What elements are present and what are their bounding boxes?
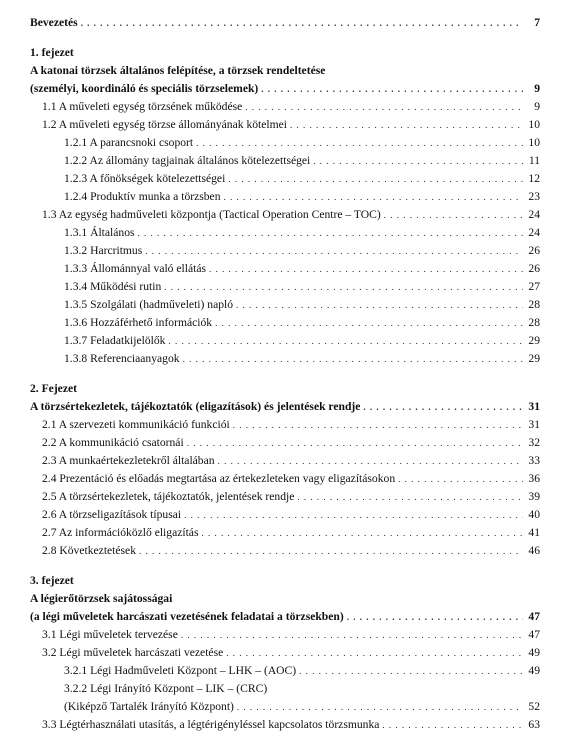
toc-page-number: 7 xyxy=(534,16,540,29)
leader-dots xyxy=(384,206,523,224)
toc-entry-title: 1.3.5 Szolgálati (hadműveleti) napló xyxy=(64,298,234,311)
toc-entry xyxy=(42,452,540,470)
toc-page-number: 47 xyxy=(528,610,540,623)
leader-dots xyxy=(398,470,523,488)
toc-entry xyxy=(42,116,540,134)
toc-entry-title: 1.3.2 Harcritmus xyxy=(64,244,143,257)
toc-entry xyxy=(42,644,540,662)
leader-dots xyxy=(209,260,523,278)
toc-page-number: 11 xyxy=(528,154,540,167)
toc-entry xyxy=(64,332,540,350)
leader-dots xyxy=(218,452,523,470)
toc-entry-title: 1.3.1 Általános xyxy=(64,226,135,239)
toc-entry-title: 2.1 A szervezeti kommunikáció funkciói xyxy=(42,418,230,431)
toc-entry-title: 1.1 A műveleti egység törzsének működése xyxy=(42,100,243,113)
toc-page-number: 29 xyxy=(528,352,540,365)
toc-entry-intro xyxy=(30,14,540,32)
toc-entry-title: 1.2.2 Az állomány tagjainak általános kötelezettségei xyxy=(64,154,311,167)
toc-page-number: 24 xyxy=(528,208,540,221)
toc-entry xyxy=(64,170,540,188)
chapter-title-row xyxy=(30,398,540,416)
leader-dots xyxy=(299,662,523,680)
leader-dots xyxy=(347,608,523,626)
toc-entry xyxy=(64,188,540,206)
toc-page-number: 31 xyxy=(528,418,540,431)
toc-entry-title: 2.5 A törzsértekezletek, tájékoztatók, jelentések rendje xyxy=(42,490,295,503)
chapter-heading: 1. fejezet xyxy=(30,46,74,59)
toc-page-number: 28 xyxy=(528,316,540,329)
toc-page-number: 9 xyxy=(534,82,540,95)
leader-dots xyxy=(313,152,523,170)
toc-entry xyxy=(64,242,540,260)
toc-page-number: 46 xyxy=(528,544,540,557)
toc-page-number: 32 xyxy=(528,436,540,449)
leader-dots xyxy=(297,488,523,506)
toc-entry-title: 3.3 Légtérhasználati utasítás, a légtérigényléssel kapcsolatos törzsmunka xyxy=(42,718,380,731)
toc-page-number: 63 xyxy=(528,718,540,731)
leader-dots xyxy=(138,224,523,242)
toc-entry-title: 2.2 A kommunikáció csatornái xyxy=(42,436,184,449)
toc-entry xyxy=(42,206,540,224)
toc-entry-title: 1.3.4 Működési rutin xyxy=(64,280,162,293)
toc-page-number: 29 xyxy=(528,334,540,347)
chapter-heading: 3. fejezet xyxy=(30,574,74,587)
leader-dots xyxy=(201,524,523,542)
toc-entry xyxy=(42,716,540,734)
toc-entry-title: 1.2.1 A parancsnoki csoport xyxy=(64,136,194,149)
toc-page-number: 26 xyxy=(528,244,540,257)
leader-dots xyxy=(237,698,523,716)
leader-dots xyxy=(196,134,523,152)
toc-entry-title: 2.6 A törzseligazítások típusai xyxy=(42,508,182,521)
toc-entry xyxy=(64,152,540,170)
toc-entry xyxy=(64,278,540,296)
leader-dots xyxy=(184,506,523,524)
toc-entry-title: 2.4 Prezentáció és előadás megtartása az értekezleteken vagy eligazításokon xyxy=(42,472,396,485)
toc-entry xyxy=(42,434,540,452)
toc-page-number: 31 xyxy=(528,400,540,413)
toc-entry xyxy=(42,98,540,116)
leader-dots xyxy=(215,314,523,332)
toc-entry xyxy=(64,296,540,314)
toc-entry-title: 1.3 Az egység hadműveleti központja (Tactical Operation Centre – TOC) xyxy=(42,208,381,221)
leader-dots xyxy=(226,644,523,662)
toc-entry xyxy=(42,470,540,488)
leader-dots xyxy=(81,14,523,32)
toc-page-number: 49 xyxy=(528,664,540,677)
leader-dots xyxy=(168,332,523,350)
toc-page-number: 36 xyxy=(528,472,540,485)
leader-dots xyxy=(233,416,523,434)
toc-page-number: 24 xyxy=(528,226,540,239)
toc-entry xyxy=(42,524,540,542)
toc-entry xyxy=(42,542,540,560)
toc-page-number: 49 xyxy=(528,646,540,659)
toc-entry xyxy=(64,662,540,680)
toc-page-number: 23 xyxy=(528,190,540,203)
leader-dots xyxy=(228,170,523,188)
leader-dots xyxy=(245,98,523,116)
toc-entry xyxy=(42,506,540,524)
toc-page-number: 40 xyxy=(528,508,540,521)
toc-page-number: 33 xyxy=(528,454,540,467)
leader-dots xyxy=(363,398,523,416)
leader-dots xyxy=(236,296,523,314)
toc-entry-title: 2.7 Az információközlő eligazítás xyxy=(42,526,199,539)
leader-dots xyxy=(290,116,523,134)
toc-page-number: 27 xyxy=(528,280,540,293)
chapter-heading: 2. Fejezet xyxy=(30,382,77,395)
toc-entry xyxy=(64,314,540,332)
toc-page-number: 12 xyxy=(528,172,540,185)
chapter-title: A légierőtörzsek sajátosságai xyxy=(30,592,173,605)
toc-entry-title: 3.2.2 Légi Irányító Központ – LIK – (CRC) xyxy=(64,682,268,695)
toc-entry-title: 3.2.1 Légi Hadműveleti Központ – LHK – (AOC) xyxy=(64,664,297,677)
toc-entry xyxy=(64,350,540,368)
toc-entry-title: 3.1 Légi műveletek tervezése xyxy=(42,628,178,641)
toc-entry-title: 1.3.3 Állománnyal való ellátás xyxy=(64,262,206,275)
leader-dots xyxy=(145,242,523,260)
toc-page-number: 10 xyxy=(528,136,540,149)
chapter-title: (a légi műveletek harcászati vezetésének feladatai a törzsekben) xyxy=(30,610,344,623)
toc-page-number: 26 xyxy=(528,262,540,275)
toc-entry-title: 2.8 Következtetések xyxy=(42,544,137,557)
toc-entry xyxy=(64,260,540,278)
toc-page-number: 39 xyxy=(528,490,540,503)
chapter-title-row xyxy=(30,608,540,626)
toc-page-number: 9 xyxy=(534,100,540,113)
leader-dots xyxy=(261,80,523,98)
toc-page-number: 28 xyxy=(528,298,540,311)
toc-entry-title: 1.3.8 Referenciaanyagok xyxy=(64,352,180,365)
toc-entry xyxy=(64,224,540,242)
toc-entry-title: 2.3 A munkaértekezletekről általában xyxy=(42,454,215,467)
toc-page-number: 41 xyxy=(528,526,540,539)
toc-entry xyxy=(42,488,540,506)
toc-entry-title: 3.2 Légi műveletek harcászati vezetése xyxy=(42,646,224,659)
toc-entry xyxy=(64,134,540,152)
leader-dots xyxy=(224,188,524,206)
toc-entry xyxy=(42,416,540,434)
chapter-title-row xyxy=(30,80,540,98)
toc-entry xyxy=(64,698,540,716)
toc-page-number: 10 xyxy=(528,118,540,131)
toc-entry-title: 1.3.7 Feladatkijelölők xyxy=(64,334,166,347)
toc-entry-title: 1.3.6 Hozzáférhető információk xyxy=(64,316,213,329)
toc-entry-title: 1.2.4 Produktív munka a törzsben xyxy=(64,190,221,203)
leader-dots xyxy=(382,716,523,734)
toc-entry-title: Bevezetés xyxy=(30,16,78,29)
chapter-title: A katonai törzsek általános felépítése, a törzsek rendeltetése xyxy=(30,64,326,77)
toc-entry-title: (Kiképző Tartalék Irányító Központ) xyxy=(64,700,234,713)
toc-page-number: 47 xyxy=(528,628,540,641)
toc-page-number: 52 xyxy=(528,700,540,713)
toc-entry xyxy=(42,626,540,644)
toc-entry-title: 1.2.3 A főnökségek kötelezettségei xyxy=(64,172,226,185)
chapter-title: A törzsértekezletek, tájékoztatók (eligazítások) és jelentések rendje xyxy=(30,400,361,413)
chapter-title: (személyi, koordináló és speciális törzselemek) xyxy=(30,82,259,95)
leader-dots xyxy=(187,434,523,452)
leader-dots xyxy=(139,542,523,560)
toc-entry-title: 1.2 A műveleti egység törzse állományának kötelmei xyxy=(42,118,288,131)
leader-dots xyxy=(181,626,523,644)
leader-dots xyxy=(164,278,523,296)
leader-dots xyxy=(183,350,523,368)
